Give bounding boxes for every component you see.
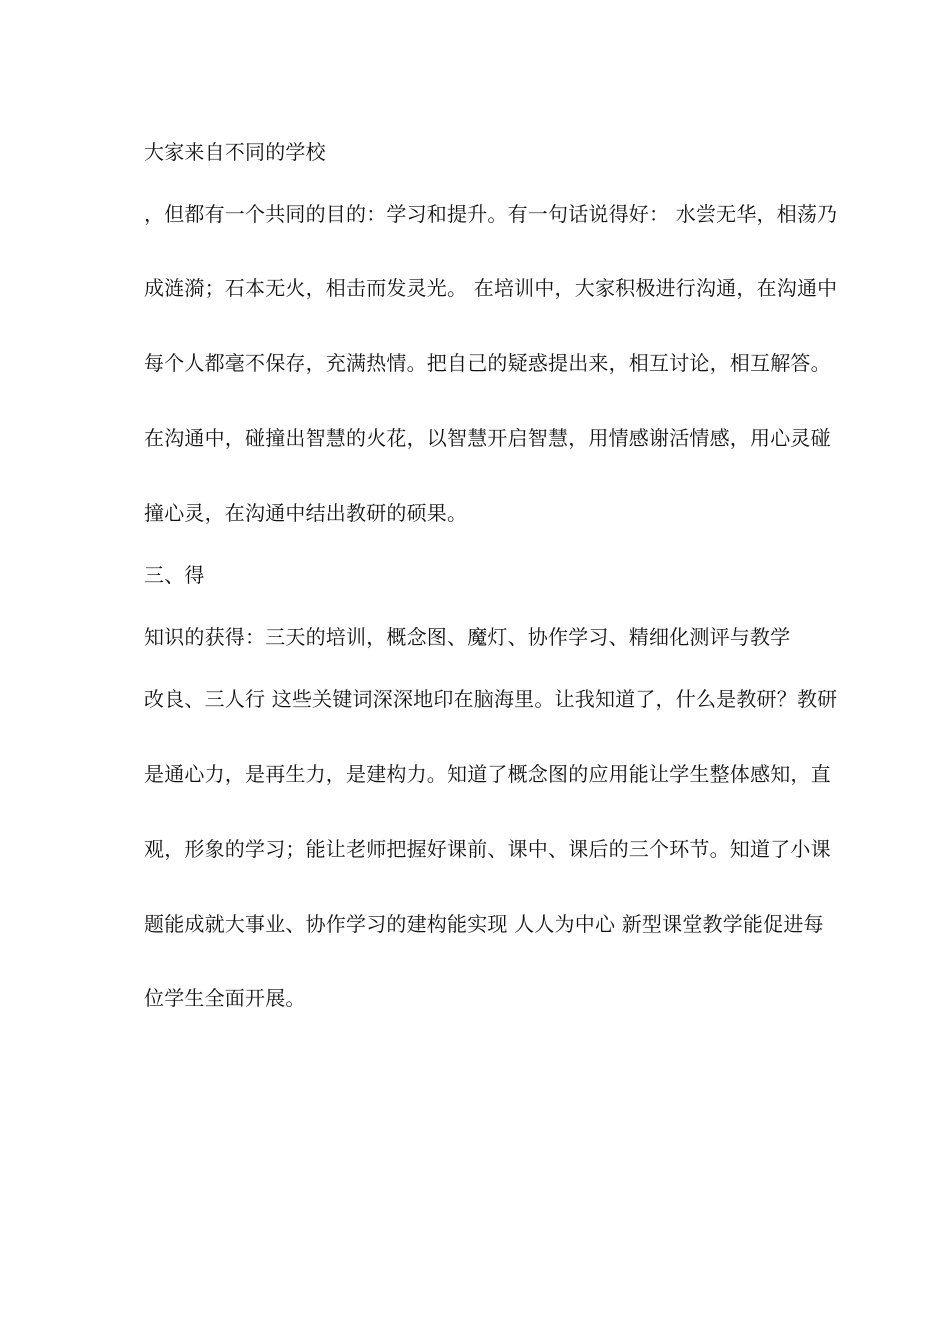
text-line: 大家来自不同的学校: [144, 140, 326, 164]
text-line: 观，形象的学习；能让老师把握好课前、课中、课后的三个环节。知道了小课: [144, 837, 831, 861]
text-line: ，但都有一个共同的目的：学习和提升。有一句话说得好： 水尝无华，相荡乃: [144, 202, 838, 226]
text-line: 位学生全面开展。: [144, 986, 306, 1010]
text-line: 在沟通中，碰撞出智慧的火花，以智慧开启智慧，用情感谢活情感，用心灵碰: [144, 426, 831, 450]
text-line: 是通心力，是再生力，是建构力。知道了概念图的应用能让学生整体感知，直: [144, 762, 831, 786]
section-heading: 三、得: [144, 563, 205, 587]
text-line: 撞心灵，在沟通中结出教研的硕果。: [144, 501, 468, 525]
text-line: 成涟漪；石本无火，相击而发灵光。 在培训中，大家积极进行沟通，在沟通中: [144, 276, 838, 300]
text-line: 题能成就大事业、协作学习的建构能实现 人人为中心 新型课堂教学能促进每: [144, 912, 824, 936]
text-line: 每个人都毫不保存，充满热情。把自己的疑惑提出来，相互讨论，相互解答。: [144, 351, 831, 375]
text-line: 改良、三人行 这些关键词深深地印在脑海里。让我知道了，什么是教研？教研: [144, 687, 838, 711]
text-line: 知识的获得：三天的培训，概念图、魔灯、协作学习、精细化测评与教学: [144, 625, 791, 649]
